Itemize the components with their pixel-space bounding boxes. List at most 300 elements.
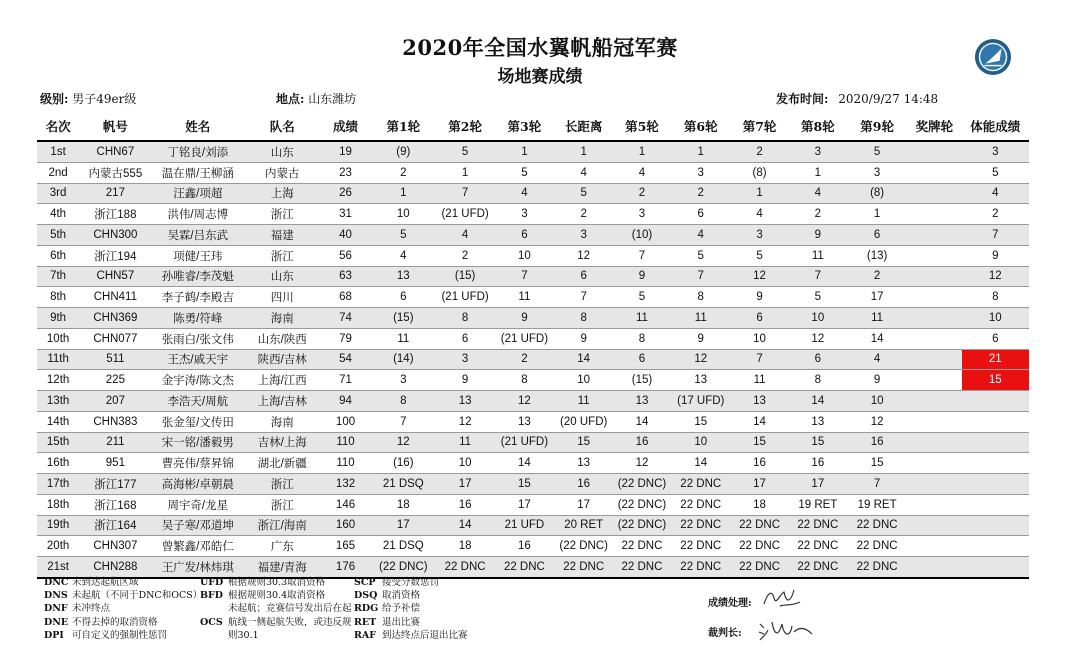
table-cell: 110 <box>320 432 370 453</box>
note-text: 可自定义的强制性惩罚 <box>72 629 168 641</box>
table-cell: 12 <box>555 245 613 266</box>
table-cell: 19 <box>320 141 370 162</box>
table-cell: 71 <box>320 370 370 391</box>
table-row <box>37 225 1029 246</box>
table-cell: 22 DNC <box>730 557 788 578</box>
publish-time-label: 发布时间: <box>776 92 829 106</box>
table-cell: 16 <box>613 432 671 453</box>
table-cell: 22 DNC <box>671 515 730 536</box>
table-cell: 132 <box>320 474 370 495</box>
table-cell: 17th <box>37 474 79 495</box>
table-cell: 21 DSQ <box>371 536 436 557</box>
table-row <box>37 494 1029 515</box>
note-text: 到达终点后退出比赛 <box>382 629 468 641</box>
table-cell: 8th <box>37 287 79 308</box>
table-cell <box>962 494 1029 515</box>
table-cell: 1 <box>789 162 847 183</box>
table-cell <box>907 183 961 204</box>
table-cell: 3 <box>494 204 554 225</box>
table-cell: 22 DNC <box>730 536 788 557</box>
class-field <box>40 90 136 107</box>
table-cell: 21 DSQ <box>371 474 436 495</box>
table-cell: 丁铭良/刘添 <box>152 141 244 162</box>
column-header: 第9轮 <box>847 112 907 141</box>
table-cell: 5 <box>962 162 1029 183</box>
column-header: 奖牌轮 <box>907 112 961 141</box>
table-cell: 4 <box>730 204 788 225</box>
table-cell: 68 <box>320 287 370 308</box>
column-header: 第2轮 <box>436 112 494 141</box>
table-cell: 22 DNC <box>730 515 788 536</box>
column-header: 成绩 <box>320 112 370 141</box>
table-cell: 26 <box>320 183 370 204</box>
table-cell: 5th <box>37 225 79 246</box>
column-header: 第3轮 <box>494 112 554 141</box>
table-cell <box>962 432 1029 453</box>
table-cell: 22 DNC <box>671 557 730 578</box>
table-cell: 18 <box>371 494 436 515</box>
table-cell: 17 <box>789 474 847 495</box>
table-row <box>37 536 1029 557</box>
table-cell: 1st <box>37 141 79 162</box>
table-cell: 周宇奇/龙星 <box>152 494 244 515</box>
table-cell: 吉林/上海 <box>244 432 320 453</box>
table-cell: 23 <box>320 162 370 183</box>
table-row <box>37 245 1029 266</box>
table-cell: 2 <box>555 204 613 225</box>
table-cell: 14 <box>613 411 671 432</box>
table-cell: 146 <box>320 494 370 515</box>
table-cell: (13) <box>847 245 907 266</box>
table-row <box>37 183 1029 204</box>
table-cell: 9 <box>436 370 494 391</box>
table-cell: 浙江/海南 <box>244 515 320 536</box>
note-code: DNC <box>44 577 69 588</box>
venue-field <box>276 90 356 107</box>
table-cell: 1 <box>671 141 730 162</box>
table-row <box>37 162 1029 183</box>
chief-referee-signature <box>756 614 816 644</box>
results-table-header <box>37 112 1029 141</box>
table-cell: 9 <box>494 308 554 329</box>
note-text: 未冲终点 <box>72 603 111 615</box>
table-cell: 15th <box>37 432 79 453</box>
table-cell: 17 <box>436 474 494 495</box>
table-cell: 11 <box>613 308 671 329</box>
table-cell: 4 <box>555 162 613 183</box>
table-cell: 陕西/吉林 <box>244 349 320 370</box>
table-cell: 洪伟/周志博 <box>152 204 244 225</box>
table-cell: 温在鼎/王柳涵 <box>152 162 244 183</box>
table-cell: 22 DNC <box>847 557 907 578</box>
note-line <box>200 629 352 642</box>
table-cell: 13 <box>494 411 554 432</box>
note-text: 退出比赛 <box>382 616 421 628</box>
table-cell: 14 <box>555 349 613 370</box>
table-cell: 18 <box>436 536 494 557</box>
table-cell: CHN383 <box>79 411 151 432</box>
table-cell: 浙江 <box>244 204 320 225</box>
table-cell: (8) <box>847 183 907 204</box>
table-cell: 5 <box>555 183 613 204</box>
table-cell: CHN57 <box>79 266 151 287</box>
table-cell: 3 <box>613 204 671 225</box>
table-cell: 22 DNC <box>613 557 671 578</box>
table-cell <box>907 225 961 246</box>
table-cell: 6 <box>436 328 494 349</box>
table-cell: 3rd <box>37 183 79 204</box>
note-line <box>200 616 352 629</box>
table-cell: (8) <box>730 162 788 183</box>
table-cell: 94 <box>320 391 370 412</box>
table-cell: 9 <box>613 266 671 287</box>
note-line <box>200 602 352 615</box>
table-cell: 4 <box>371 245 436 266</box>
table-cell: 李子鹤/李殿吉 <box>152 287 244 308</box>
publish-time-value: 2020/9/27 14:48 <box>838 92 939 106</box>
table-cell: 17 <box>555 494 613 515</box>
table-cell: 3 <box>730 225 788 246</box>
table-cell: 陈勇/符峰 <box>152 308 244 329</box>
table-cell: 207 <box>79 391 151 412</box>
table-cell: 16 <box>555 474 613 495</box>
table-cell: 11 <box>494 287 554 308</box>
notes-column-1 <box>44 576 202 642</box>
table-cell: 1 <box>494 141 554 162</box>
table-cell <box>907 536 961 557</box>
table-cell: 福建 <box>244 225 320 246</box>
table-cell: CHN307 <box>79 536 151 557</box>
table-cell: (22 DNC) <box>555 536 613 557</box>
table-cell: 15 <box>494 474 554 495</box>
table-cell: (15) <box>613 370 671 391</box>
table-cell: 2 <box>847 266 907 287</box>
table-cell: 8 <box>494 370 554 391</box>
table-cell: 内蒙古555 <box>79 162 151 183</box>
table-cell: 21st <box>37 557 79 578</box>
table-cell: 5 <box>436 141 494 162</box>
note-text: 接受分数惩罚 <box>382 577 440 588</box>
table-cell: 79 <box>320 328 370 349</box>
table-cell: 5 <box>789 287 847 308</box>
table-cell: 8 <box>555 308 613 329</box>
page-subtitle: 场地赛成绩 <box>497 67 583 87</box>
table-cell: 21 UFD <box>494 515 554 536</box>
table-cell: 13 <box>436 391 494 412</box>
table-cell <box>907 308 961 329</box>
table-cell: (20 UFD) <box>555 411 613 432</box>
table-cell: 广东 <box>244 536 320 557</box>
table-cell: 山东/陕西 <box>244 328 320 349</box>
table-cell: 1 <box>555 141 613 162</box>
table-cell: 浙江 <box>244 245 320 266</box>
note-code: RDG <box>354 603 379 615</box>
table-cell: 22 DNC <box>671 494 730 515</box>
table-cell <box>907 494 961 515</box>
table-cell <box>907 515 961 536</box>
table-cell: 22 DNC <box>613 536 671 557</box>
table-cell <box>907 411 961 432</box>
column-header: 长距离 <box>555 112 613 141</box>
table-cell: 11 <box>847 308 907 329</box>
table-cell: 19 RET <box>847 494 907 515</box>
table-cell: 张雨白/张文伟 <box>152 328 244 349</box>
table-cell: 4 <box>962 183 1029 204</box>
table-cell: 11 <box>789 245 847 266</box>
table-cell: 8 <box>371 391 436 412</box>
table-cell: 7 <box>371 411 436 432</box>
table-cell: (22 DNC) <box>613 494 671 515</box>
table-cell: 951 <box>79 453 151 474</box>
table-cell: 165 <box>320 536 370 557</box>
table-cell: 17 <box>494 494 554 515</box>
table-cell: (15) <box>371 308 436 329</box>
table-cell: 15 <box>730 432 788 453</box>
table-cell: 13 <box>671 370 730 391</box>
table-cell: 17 <box>730 474 788 495</box>
table-cell: (9) <box>371 141 436 162</box>
table-cell: 2 <box>436 245 494 266</box>
note-line <box>44 576 202 589</box>
note-code: DNS <box>44 590 68 602</box>
table-cell: 3 <box>555 225 613 246</box>
table-cell: 5 <box>671 245 730 266</box>
table-row <box>37 349 1029 370</box>
column-header: 第5轮 <box>613 112 671 141</box>
note-line <box>354 602 468 615</box>
table-cell: (21 UFD) <box>494 432 554 453</box>
table-cell: 19th <box>37 515 79 536</box>
table-cell: 15 <box>789 432 847 453</box>
table-cell: 6 <box>494 225 554 246</box>
table-cell: 6 <box>962 328 1029 349</box>
table-cell: 3 <box>436 349 494 370</box>
table-cell: 9 <box>847 370 907 391</box>
table-row <box>37 453 1029 474</box>
table-cell: CHN288 <box>79 557 151 578</box>
table-cell: 汪鑫/项超 <box>152 183 244 204</box>
note-line <box>354 629 468 642</box>
note-line <box>354 589 468 602</box>
table-cell: 6 <box>847 225 907 246</box>
table-cell: 14 <box>847 328 907 349</box>
table-cell: 7 <box>847 474 907 495</box>
table-cell <box>907 474 961 495</box>
table-row <box>37 141 1029 162</box>
table-row <box>37 391 1029 412</box>
table-cell: 22 DNC <box>789 515 847 536</box>
table-cell: 16 <box>847 432 907 453</box>
class-label: 级别: <box>40 92 69 106</box>
table-cell: 22 DNC <box>847 515 907 536</box>
table-cell: 2 <box>789 204 847 225</box>
table-cell <box>962 411 1029 432</box>
table-cell: 13 <box>730 391 788 412</box>
table-cell: 2 <box>494 349 554 370</box>
table-cell: 5 <box>371 225 436 246</box>
table-row <box>37 432 1029 453</box>
table-cell: 22 DNC <box>671 474 730 495</box>
table-cell: 浙江194 <box>79 245 151 266</box>
table-cell <box>907 245 961 266</box>
table-cell: 16 <box>436 494 494 515</box>
table-cell: 17 <box>371 515 436 536</box>
table-cell: 22 DNC <box>789 536 847 557</box>
table-cell: 5 <box>613 287 671 308</box>
note-text: 不得去掉的取消资格 <box>72 616 158 628</box>
table-cell: 22 DNC <box>555 557 613 578</box>
table-cell <box>962 557 1029 578</box>
table-cell: 211 <box>79 432 151 453</box>
note-line <box>44 602 202 615</box>
table-cell: (21 UFD) <box>494 328 554 349</box>
table-cell: 3 <box>789 141 847 162</box>
table-cell: 浙江168 <box>79 494 151 515</box>
table-cell: 8 <box>613 328 671 349</box>
table-cell: 4 <box>436 225 494 246</box>
table-cell: 上海 <box>244 183 320 204</box>
note-text: 航线一侧起航失败，或违反规 <box>228 616 352 628</box>
column-header: 第7轮 <box>730 112 788 141</box>
column-header: 第6轮 <box>671 112 730 141</box>
results-table <box>37 112 1029 579</box>
table-cell: 15 <box>671 411 730 432</box>
table-cell: 13 <box>371 266 436 287</box>
table-cell: 9 <box>671 328 730 349</box>
table-cell: 20th <box>37 536 79 557</box>
venue-value: 山东潍坊 <box>308 92 357 106</box>
table-cell: 6 <box>789 349 847 370</box>
table-cell <box>907 266 961 287</box>
note-text: 未起航（不同于DNC和OCS） <box>72 590 203 602</box>
table-cell: 10th <box>37 328 79 349</box>
table-cell <box>962 453 1029 474</box>
note-code: DNF <box>44 603 68 615</box>
table-cell: 22 DNC <box>789 557 847 578</box>
table-cell: 11 <box>671 308 730 329</box>
table-cell: 14 <box>494 453 554 474</box>
table-cell: 海南 <box>244 308 320 329</box>
table-cell: 10 <box>847 391 907 412</box>
table-cell <box>907 349 961 370</box>
table-cell: 7 <box>613 245 671 266</box>
table-cell <box>907 141 961 162</box>
table-row <box>37 328 1029 349</box>
table-cell: 13 <box>555 453 613 474</box>
table-cell: 12th <box>37 370 79 391</box>
table-cell: 12 <box>962 266 1029 287</box>
table-cell: 31 <box>320 204 370 225</box>
table-cell: 1 <box>371 183 436 204</box>
table-cell: 10 <box>962 308 1029 329</box>
table-cell: 6 <box>555 266 613 287</box>
table-cell: (17 UFD) <box>671 391 730 412</box>
table-row <box>37 266 1029 287</box>
table-row <box>37 557 1029 578</box>
table-cell: 15 <box>962 370 1029 391</box>
table-cell: 12 <box>494 391 554 412</box>
table-cell: 9 <box>789 225 847 246</box>
table-cell: CHN077 <box>79 328 151 349</box>
table-cell: 8 <box>962 287 1029 308</box>
table-cell: 225 <box>79 370 151 391</box>
note-code: RET <box>354 616 377 628</box>
table-cell: 7 <box>436 183 494 204</box>
table-cell: 40 <box>320 225 370 246</box>
table-cell: 10 <box>494 245 554 266</box>
table-cell: 8 <box>789 370 847 391</box>
table-cell: 3 <box>847 162 907 183</box>
table-cell: CHN411 <box>79 287 151 308</box>
note-text: 则30.1 <box>228 629 259 641</box>
table-cell: 孙唯睿/李茂魁 <box>152 266 244 287</box>
table-cell: 浙江 <box>244 494 320 515</box>
table-cell: 10 <box>371 204 436 225</box>
table-cell: 9 <box>555 328 613 349</box>
table-cell: 17 <box>847 287 907 308</box>
sailing-association-logo-icon <box>974 38 1012 76</box>
column-header: 体能成绩 <box>962 112 1029 141</box>
table-cell: 4th <box>37 204 79 225</box>
table-cell: 高海彬/卓朝晨 <box>152 474 244 495</box>
table-cell: 李浩天/周航 <box>152 391 244 412</box>
table-row <box>37 515 1029 536</box>
table-cell: 7 <box>962 225 1029 246</box>
table-cell: 1 <box>730 183 788 204</box>
table-cell: 浙江 <box>244 474 320 495</box>
table-cell: 15 <box>555 432 613 453</box>
table-cell: 56 <box>320 245 370 266</box>
table-cell: (16) <box>371 453 436 474</box>
note-text: 取消资格 <box>382 590 421 602</box>
table-cell: 4 <box>847 349 907 370</box>
note-text: 根据规则30.3取消资格 <box>228 577 326 588</box>
table-cell: 福建/青海 <box>244 557 320 578</box>
table-cell: 7 <box>671 266 730 287</box>
table-cell: 3 <box>371 370 436 391</box>
table-cell: 100 <box>320 411 370 432</box>
note-code: SCP <box>354 577 376 588</box>
table-cell: 11 <box>730 370 788 391</box>
table-cell: 浙江177 <box>79 474 151 495</box>
table-cell: 2 <box>613 183 671 204</box>
table-cell: 10 <box>789 308 847 329</box>
results-officer-label: 成绩处理: <box>708 598 752 609</box>
notes-column-3 <box>354 576 468 642</box>
note-code: BFD <box>200 590 224 602</box>
table-cell: 13 <box>789 411 847 432</box>
note-line <box>200 589 352 602</box>
note-line <box>200 576 352 589</box>
table-cell: 18th <box>37 494 79 515</box>
table-cell: (22 DNC) <box>613 474 671 495</box>
table-cell: 11 <box>436 432 494 453</box>
table-cell: 4 <box>494 183 554 204</box>
table-cell <box>962 391 1029 412</box>
table-cell: 511 <box>79 349 151 370</box>
table-cell <box>907 391 961 412</box>
note-code: UFD <box>200 577 224 588</box>
table-cell: 浙江188 <box>79 204 151 225</box>
table-cell: 11 <box>555 391 613 412</box>
table-cell: 曾繁鑫/邓皓仁 <box>152 536 244 557</box>
table-cell: CHN369 <box>79 308 151 329</box>
table-cell: 6 <box>671 204 730 225</box>
table-row <box>37 474 1029 495</box>
note-text: 给予补偿 <box>382 603 421 615</box>
table-cell: 20 RET <box>555 515 613 536</box>
table-cell: 12 <box>613 453 671 474</box>
